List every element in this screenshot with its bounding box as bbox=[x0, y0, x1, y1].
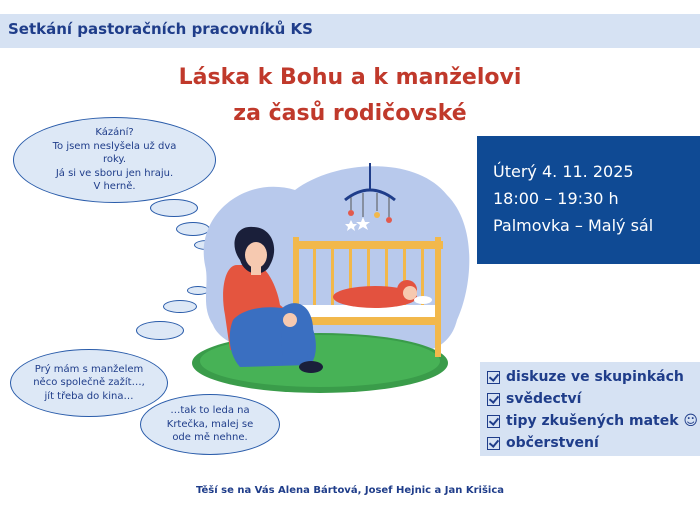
event-info-box bbox=[477, 136, 700, 264]
feature-item bbox=[487, 366, 700, 388]
checkbox-checked-icon bbox=[487, 393, 500, 406]
bubble-text-line: Kázání? bbox=[95, 127, 134, 139]
bubble-text-line: To jsem neslyšela už dva bbox=[52, 140, 177, 152]
event-date: Úterý 4. 11. 2025 bbox=[493, 162, 634, 181]
feature-item bbox=[487, 410, 700, 432]
feature-label: diskuze ve skupinkách bbox=[506, 369, 684, 385]
bubble-text-line: roky. bbox=[102, 154, 127, 166]
bubble-text-line: Krtečka, malej se bbox=[166, 418, 254, 430]
bubble-text-line: ode mě nehne. bbox=[172, 432, 248, 444]
thought-bubble-husband bbox=[10, 349, 168, 417]
bubble-text-line: jít třeba do kina… bbox=[44, 390, 134, 402]
checkbox-checked-icon bbox=[487, 415, 500, 428]
bubble-text-line: V herně. bbox=[93, 181, 136, 193]
feature-label: svědectví bbox=[506, 391, 582, 407]
event-time: 18:00 – 19:30 h bbox=[493, 189, 619, 208]
feature-item bbox=[487, 432, 700, 454]
header-bar bbox=[0, 14, 700, 48]
feature-label: tipy zkušených matek ☺ bbox=[506, 413, 699, 429]
bubble-text-line: Já si ve sboru jen hraju. bbox=[55, 167, 174, 179]
footer-organizers: Těší se na Vás Alena Bártová, Josef Hejnic a Jan Krišica bbox=[195, 485, 505, 496]
main-title-line-2: za časů rodičovské bbox=[233, 101, 467, 126]
header-title: Setkání pastoračních pracovníků KS bbox=[8, 20, 313, 38]
mother-baby-illustration bbox=[185, 155, 475, 395]
feature-item bbox=[487, 388, 700, 410]
bubble-text-line: něco společně zažít…, bbox=[33, 377, 145, 389]
checkbox-checked-icon bbox=[487, 437, 500, 450]
features-box bbox=[480, 362, 700, 456]
main-title-line-1: Láska k Bohu a k manželovi bbox=[178, 65, 522, 90]
event-place: Palmovka – Malý sál bbox=[493, 216, 654, 235]
checkbox-checked-icon bbox=[487, 371, 500, 384]
bubble-text-line: …tak to leda na bbox=[170, 405, 250, 417]
thought-bubble-krtecek bbox=[140, 394, 280, 455]
bubble-text-line: Prý mám s manželem bbox=[34, 363, 144, 375]
feature-label: občerstvení bbox=[506, 435, 599, 451]
thought-dot bbox=[136, 321, 184, 340]
